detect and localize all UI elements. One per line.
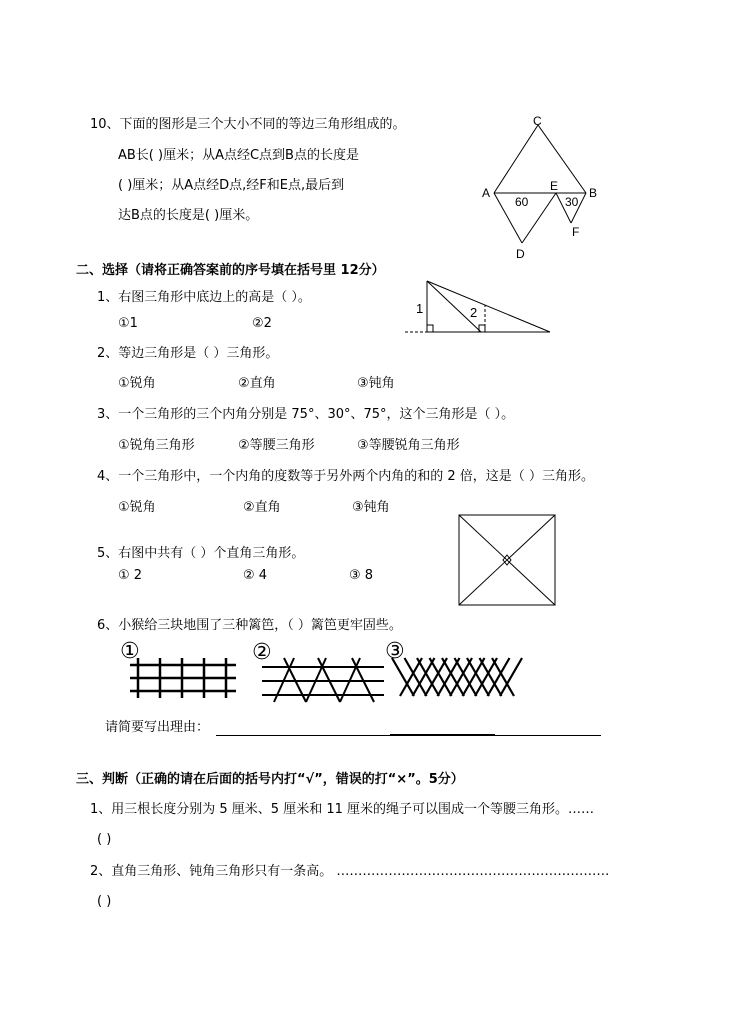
section2-heading: 二、选择（请将正确答案前的序号填在括号里 12分）	[76, 263, 385, 278]
label-e: E	[550, 179, 559, 193]
s3-q2-paren[interactable]: ( )	[97, 894, 112, 909]
q10-line3: ( )厘米；从A点经D点,经F和E点,最后到	[118, 178, 345, 193]
s2-q4-opt3: ③钝角	[352, 500, 390, 515]
label-60: 60	[515, 195, 529, 209]
fence1-grid	[130, 655, 240, 700]
label-f: F	[572, 225, 580, 239]
s2-q4-text: 4、一个三角形中，一个内角的度数等于另外两个内角的和的 2 倍，这是（ ）三角形。	[97, 469, 594, 484]
s2-q5-opt1: ① 2	[118, 568, 143, 583]
fence3-lattice	[398, 656, 513, 701]
s3-q2-text: 2、直角三角形、钝角三角形只有一条高。 ………………………………………………………	[90, 864, 610, 879]
reason-answer-line-bold	[390, 734, 495, 736]
q5-square-figure	[458, 514, 558, 608]
s3-q1-paren[interactable]: ( )	[97, 832, 112, 847]
s2-q3-opt3: ③等腰锐角三角形	[357, 438, 460, 453]
label-30: 30	[565, 195, 579, 209]
label-d: D	[516, 247, 525, 261]
height-label-1: 1	[416, 301, 424, 316]
s2-q3-text: 3、一个三角形的三个内角分别是 75°、30°、75°，这个三角形是（ ）。	[97, 407, 515, 422]
q10-triangle-figure	[480, 115, 610, 265]
s3-q1-text: 1、用三根长度分别为 5 厘米、5 厘米和 11 厘米的绳子可以围成一个等腰三角形。……	[90, 802, 595, 817]
height-label-2: 2	[470, 305, 478, 320]
s2-q4-opt1: ①锐角	[118, 500, 156, 515]
s2-q3-opt1: ①锐角三角形	[118, 438, 195, 453]
s2-q2-opt3: ③钝角	[357, 376, 395, 391]
s2-q5-opt2: ② 4	[243, 568, 268, 583]
q10-line4: 达B点的长度是( )厘米。	[118, 208, 259, 223]
section3-heading: 三、判断（正确的请在后面的括号内打“√”，错误的打“×”。5分）	[76, 772, 464, 787]
s2-q6-reason: 请简要写出理由：	[105, 720, 210, 735]
fence1-marker: ①	[120, 639, 140, 664]
label-b: B	[589, 186, 598, 200]
fence2-marker: ②	[252, 640, 272, 665]
s2-q3-opt2: ②等腰三角形	[238, 438, 315, 453]
s2-q1-text: 1、右图三角形中底边上的高是（ ）。	[97, 290, 311, 305]
fence3-marker: ③	[385, 639, 405, 664]
label-a: A	[482, 186, 491, 200]
fence2-cross	[262, 655, 387, 705]
s2-q2-opt1: ①锐角	[118, 376, 156, 391]
s2-q5-opt3: ③ 8	[349, 568, 374, 583]
s2-q2-text: 2、等边三角形是（ ）三角形。	[97, 346, 279, 361]
label-c: C	[533, 114, 542, 128]
s2-q6-text: 6、小猴给三块地围了三种篱笆，（ ）篱笆更牢固些。	[97, 618, 402, 633]
q10-line1: 10、下面的图形是三个大小不同的等边三角形组成的。	[90, 117, 406, 132]
s2-q2-opt2: ②直角	[238, 376, 276, 391]
q1-triangle-figure	[405, 275, 555, 340]
s2-q1-opt1: ①1	[118, 316, 138, 331]
s2-q5-text: 5、右图中共有（ ）个直角三角形。	[97, 546, 305, 561]
s2-q1-opt2: ②2	[252, 316, 272, 331]
q10-line2: AB长( )厘米；从A点经C点到B点的长度是	[118, 148, 359, 163]
s2-q4-opt2: ②直角	[243, 500, 281, 515]
